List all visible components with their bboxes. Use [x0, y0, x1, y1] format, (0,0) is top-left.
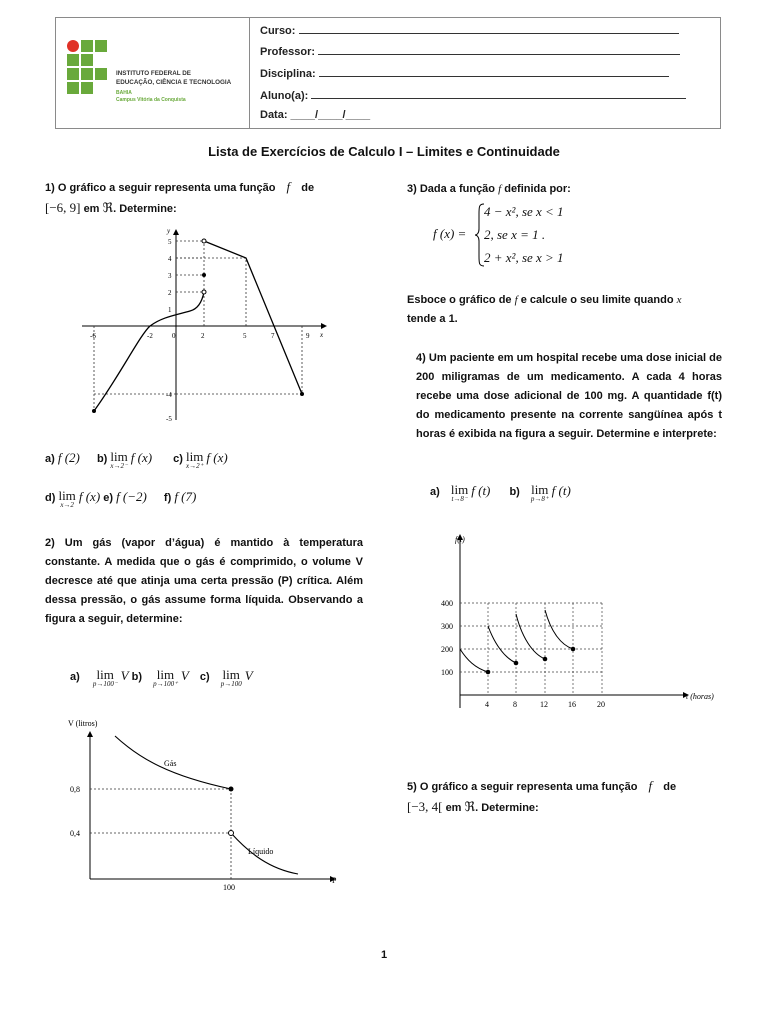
- q2-ytick: 0,4: [70, 829, 80, 838]
- q4-xtick: 12: [540, 700, 548, 709]
- field-disciplina[interactable]: Disciplina:: [260, 66, 669, 80]
- q3-sketch: Esboce o gráfico de f e calcule o seu limite quando x tende a 1.: [407, 294, 682, 325]
- q4-ylabel: f(t): [455, 535, 465, 544]
- q1-xtick: 5: [243, 332, 247, 340]
- q4-ytick: 100: [441, 668, 453, 677]
- q4-xtick: 16: [568, 700, 576, 709]
- q1-xtick: 9: [306, 332, 310, 340]
- q1-statement: 1) O gráfico a seguir representa uma função f de [−6, 9] em ℜ. Determine:: [45, 179, 315, 215]
- q1-graph: [80, 225, 340, 425]
- field-data[interactable]: Data: ____/____/____: [260, 109, 371, 121]
- q2-xlabel: P: [332, 876, 337, 885]
- q4-xtick: 8: [513, 700, 517, 709]
- q4-graph: [425, 530, 730, 720]
- field-curso[interactable]: Curso:: [260, 23, 679, 37]
- q1-ytick: -5: [166, 415, 172, 423]
- q1-ytick: 1: [168, 306, 172, 314]
- q2-items: a) lim p→100⁻ V b) lim p→100⁺ V c) lim p→100 V: [70, 667, 253, 688]
- q1-ytick: 5: [168, 238, 172, 246]
- q1-xtick: 2: [201, 332, 205, 340]
- q3-case1: 4 − x², se x < 1: [484, 204, 564, 219]
- q4-items: a) lim t→8⁻ f (t) b) lim p→8⁺ f (t): [430, 482, 571, 503]
- header-box: [55, 17, 721, 129]
- institution-line1: INSTITUTO FEDERAL DE: [116, 70, 191, 77]
- q2-ytick: 0,8: [70, 785, 80, 794]
- q1-xtick: -2: [147, 332, 153, 340]
- campus-line1: BAHIA: [116, 90, 132, 96]
- q4-statement: 4) Um paciente em um hospital recebe uma dose inicial de 200 miligramas de um medicamento. A cada 4 horas recebe uma dose adicional de 100 mg. A quantidade f(t) do medicamento presente na corrente sangüínea após t horas é exibida na figura a seguir. Determine e interprete:: [416, 352, 722, 440]
- q2-xtick: 100: [223, 883, 235, 892]
- q2-statement: 2) Um gás (vapor d’água) é mantido à temperatura constante. A medida que o gás é comprimido, o volume V decresce até que atinja uma certa pressão (P) crítica. Além dessa pressão, o gás assume forma líquida. Observando a figura a seguir, determine:: [45, 537, 363, 625]
- q2-ylabel: V (litros): [68, 719, 98, 728]
- q3-case3: 2 + x², se x > 1: [484, 250, 564, 265]
- q2-gas-label: Gás: [164, 759, 177, 768]
- q1-items-abc: a) f (2) b) lim x→2⁻ f (x) c) lim x→2⁺ f (x): [45, 449, 228, 470]
- page-title: Lista de Exercícios de Calculo I – Limites e Continuidade: [208, 144, 560, 159]
- q3-statement: 3) Dada a função f definida por:: [407, 183, 571, 195]
- q4-xtick: 4: [485, 700, 489, 709]
- q4-ytick: 200: [441, 645, 453, 654]
- q1-ytick: -4: [166, 391, 172, 399]
- q1-xtick: 7: [271, 332, 275, 340]
- q1-items-def: d) lim x→2 f (x) e) f (−2) f) f (7): [45, 488, 197, 509]
- q3-fx-lhs: f (x) =: [433, 226, 467, 241]
- q1-xlabel: x: [320, 331, 324, 339]
- header-divider: [249, 18, 250, 128]
- q4-ytick: 300: [441, 622, 453, 631]
- q2-graph: [60, 714, 350, 894]
- field-professor[interactable]: Professor:: [260, 44, 680, 58]
- q2-liquid-label: Líquido: [248, 847, 274, 856]
- q1-xtick: 0: [172, 332, 176, 340]
- institute-logo: [64, 36, 114, 104]
- q1-ytick: 3: [168, 272, 172, 280]
- q1-xtick: -6: [90, 332, 96, 340]
- q4-xlabel: t (horas): [686, 692, 714, 701]
- q5-statement: 5) O gráfico a seguir representa uma função f de [−3, 4[ em ℜ. Determine:: [407, 778, 677, 814]
- q3-case2: 2, se x = 1 .: [484, 227, 546, 242]
- q4-xtick: 20: [597, 700, 605, 709]
- q4-ytick: 400: [441, 599, 453, 608]
- page-number: 1: [380, 949, 388, 961]
- field-aluno[interactable]: Aluno(a):: [260, 88, 686, 102]
- q1-ytick: 4: [168, 255, 172, 263]
- q1-ytick: 2: [168, 289, 172, 297]
- institution-line2: EDUCAÇÃO, CIÊNCIA E TECNOLOGIA: [116, 79, 232, 86]
- campus-line2: Campus Vitória da Conquista: [116, 97, 186, 103]
- q1-ylabel: y: [167, 227, 171, 235]
